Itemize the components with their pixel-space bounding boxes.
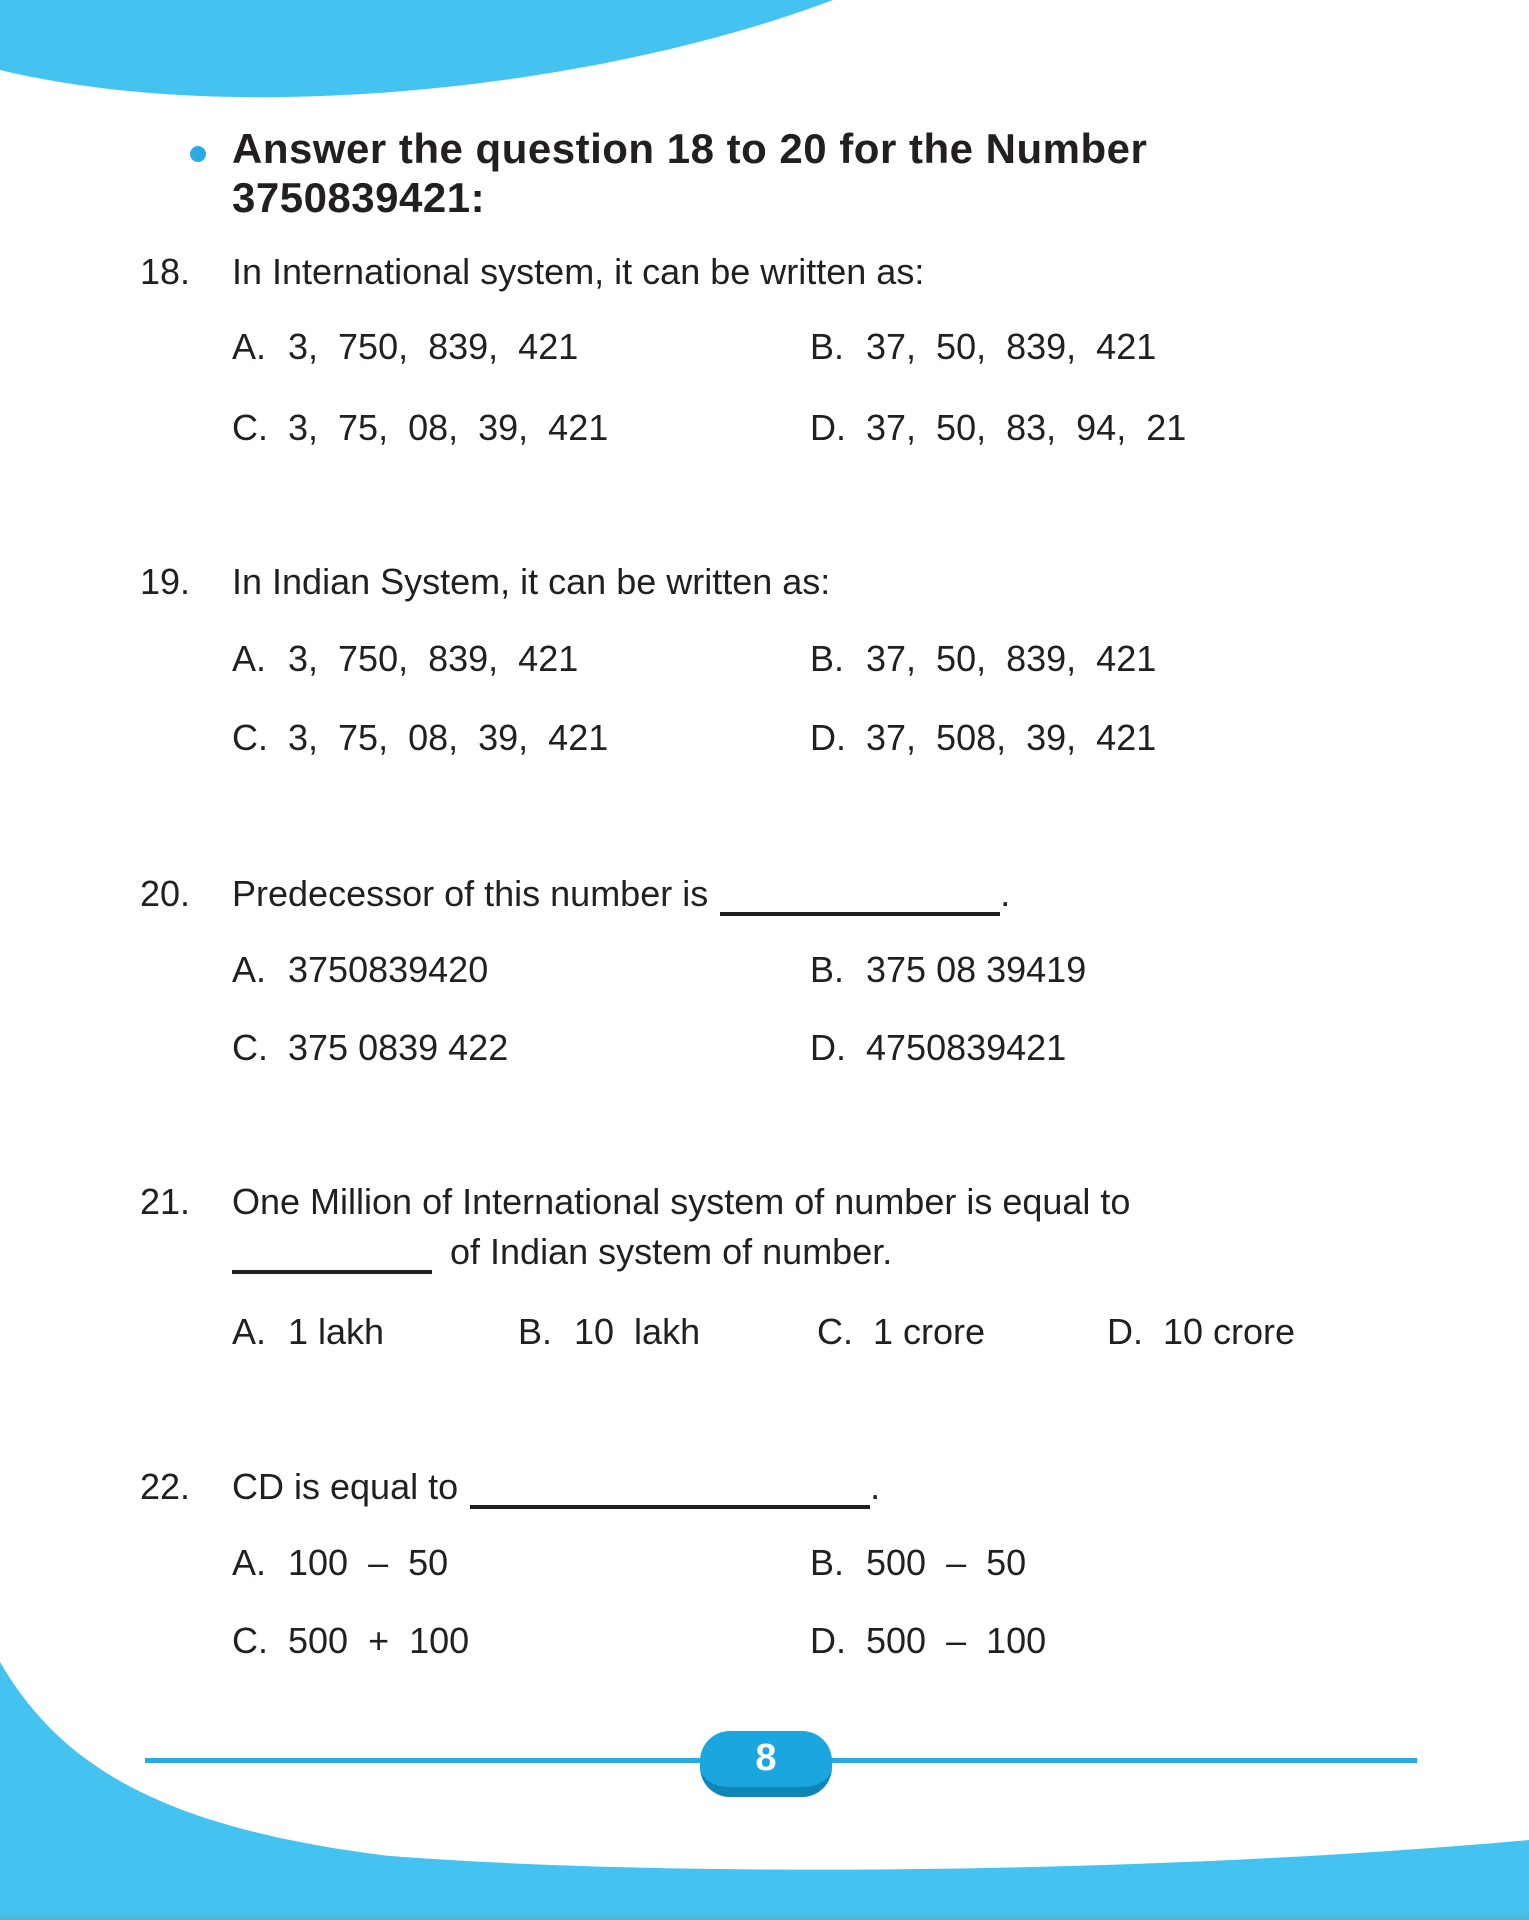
option-letter: B. [810,1542,845,1583]
option-18-c [232,406,810,450]
option-value: 1 crore [873,1311,986,1352]
question-20-options-row-1 [232,948,1469,992]
option-letter: B. [810,949,845,990]
option-value: 500 – 100 [866,1620,1047,1661]
section-instruction [232,124,1292,222]
question-text-before-blank: CD is equal to [232,1466,459,1507]
question-22-options-row-2 [232,1619,1469,1663]
option-value: 1 lakh [288,1311,385,1352]
option-21-d [1107,1310,1469,1354]
option-value: 10 crore [1163,1311,1296,1352]
option-value: 37, 50, 83, 94, 21 [866,407,1187,448]
question-number: 22. [140,1466,191,1507]
section-instruction-line2: 3750839421: [232,174,486,221]
question-number: 21. [140,1181,191,1222]
question-21-line2 [232,1230,1469,1274]
option-18-a [232,325,810,369]
option-value: 4750839421 [866,1027,1067,1068]
option-20-a [232,948,810,992]
option-20-d [810,1026,1469,1070]
option-value: 100 – 50 [288,1542,449,1583]
option-19-b [810,637,1469,681]
option-22-b [810,1541,1469,1585]
option-18-b [810,325,1469,369]
question-text-after-blank: . [1000,873,1011,914]
option-value: 500 + 100 [288,1620,470,1661]
option-letter: C. [232,1027,268,1068]
option-value: 375 08 39419 [866,949,1087,990]
question-18-options-row-2 [232,406,1469,450]
option-letter: C. [232,407,268,448]
section-instruction-line1: Answer the question 18 to 20 for the Number [232,125,1148,172]
option-letter: D. [810,407,846,448]
option-19-c [232,716,810,760]
option-letter: C. [232,1620,268,1661]
question-19-options-row-1 [232,637,1469,681]
option-22-c [232,1619,810,1663]
bottom-edge-strip [0,1913,1529,1920]
option-letter: A. [232,1542,267,1583]
option-22-a [232,1541,810,1585]
question-22-options-row-1 [232,1541,1469,1585]
option-value: 3, 750, 839, 421 [288,638,579,679]
option-18-d [810,406,1469,450]
question-number: 19. [140,561,191,602]
question-number: 20. [140,873,191,914]
question-21 [140,1180,1469,1224]
option-21-c [817,1310,1107,1354]
option-21-b [518,1310,817,1354]
option-19-d [810,716,1469,760]
option-value: 37, 508, 39, 421 [866,717,1157,758]
option-letter: D. [1107,1311,1143,1352]
answer-blank [470,1473,870,1509]
question-20 [140,872,1469,916]
question-18-options-row-1 [232,325,1469,369]
option-letter: B. [518,1311,553,1352]
option-22-d [810,1619,1469,1663]
answer-blank [232,1238,432,1274]
question-text-line1: One Million of International system of number is equal to [232,1181,1131,1222]
option-letter: D. [810,717,846,758]
option-21-a [232,1310,518,1354]
option-letter: B. [810,326,845,367]
option-value: 375 0839 422 [288,1027,509,1068]
question-text-line2: of Indian system of number. [450,1231,893,1272]
answer-blank [720,880,1000,916]
option-value: 3, 750, 839, 421 [288,326,579,367]
option-letter: C. [232,717,268,758]
question-20-options-row-2 [232,1026,1469,1070]
top-swoosh-decoration [0,0,1529,120]
option-letter: A. [232,1311,267,1352]
option-20-b [810,948,1469,992]
question-text [232,1465,1469,1509]
option-letter: A. [232,638,267,679]
option-letter: D. [810,1027,846,1068]
question-22 [140,1465,1469,1509]
page-number: 8 [755,1737,777,1779]
option-letter: A. [232,949,267,990]
option-value: 10 lakh [574,1311,701,1352]
question-text: In Indian System, it can be written as: [232,561,831,602]
question-21-options-row [232,1310,1469,1354]
option-19-a [232,637,810,681]
option-value: 3, 75, 08, 39, 421 [288,407,609,448]
option-value: 3750839420 [288,949,489,990]
option-value: 37, 50, 839, 421 [866,326,1157,367]
question-text-after-blank: . [870,1466,881,1507]
option-letter: A. [232,326,267,367]
option-letter: C. [817,1311,853,1352]
question-text [232,872,1469,916]
option-20-c [232,1026,810,1070]
option-letter: D. [810,1620,846,1661]
question-text: In International system, it can be written as: [232,251,925,292]
option-value: 500 – 50 [866,1542,1027,1583]
option-value: 37, 50, 839, 421 [866,638,1157,679]
question-number: 18. [140,251,191,292]
option-letter: B. [810,638,845,679]
bullet-icon [190,146,206,162]
question-18 [140,250,1469,294]
page-number-badge [700,1731,832,1797]
question-text-before-blank: Predecessor of this number is [232,873,709,914]
option-value: 3, 75, 08, 39, 421 [288,717,609,758]
question-19 [140,560,1469,604]
question-19-options-row-2 [232,716,1469,760]
